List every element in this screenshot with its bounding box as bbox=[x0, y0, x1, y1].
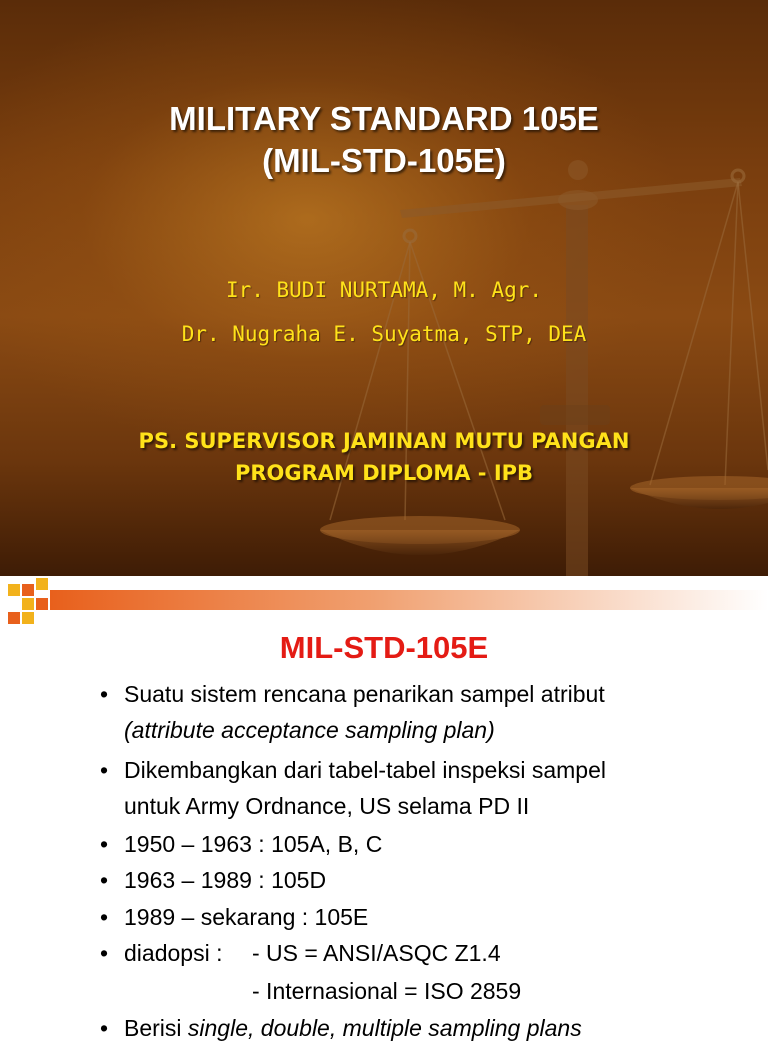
bullet-6-item-1-text: - US = ANSI/ASQC Z1.4 bbox=[252, 940, 501, 966]
content-title: MIL-STD-105E bbox=[279, 630, 489, 665]
bullet-7-prefix: Berisi bbox=[124, 1015, 188, 1041]
author-2: Dr. Nugraha E. Suyatma, STP, DEA bbox=[181, 322, 587, 346]
bullet-dot: • bbox=[100, 1015, 109, 1041]
bullet-3-text: 1950 – 1963 : 105A, B, C bbox=[124, 831, 383, 857]
bullet-1-line-2: (attribute acceptance sampling plan) bbox=[124, 717, 495, 743]
content-slide bbox=[0, 576, 768, 1041]
bullet-2-line-2: untuk Army Ordnance, US selama PD II bbox=[124, 793, 530, 819]
bullet-7-italic: single, double, multiple sampling plans bbox=[187, 1015, 582, 1041]
bullet-dot: • bbox=[100, 867, 109, 893]
bullet-2-line-1: Dikembangkan dari tabel-tabel inspeksi sampel bbox=[124, 757, 606, 783]
title-line-1: MILITARY STANDARD 105E bbox=[169, 100, 599, 137]
bullet-dot: • bbox=[100, 831, 109, 857]
bullet-5-text: 1989 – sekarang : 105E bbox=[124, 904, 369, 930]
bullet-6-label: diadopsi : bbox=[124, 940, 223, 966]
bullet-6-item-2-text: - Internasional = ISO 2859 bbox=[252, 978, 522, 1004]
bullet-dot: • bbox=[100, 757, 109, 783]
institution-line-2: PROGRAM DIPLOMA - IPB bbox=[234, 461, 534, 485]
bullet-4-text: 1963 – 1989 : 105D bbox=[124, 867, 327, 893]
bullet-1-line-1: Suatu sistem rencana penarikan sampel atribut bbox=[124, 681, 605, 707]
title-line-2: (MIL-STD-105E) bbox=[262, 142, 506, 179]
author-1: Ir. BUDI NURTAMA, M. Agr. bbox=[225, 278, 543, 302]
institution-line-1: PS. SUPERVISOR JAMINAN MUTU PANGAN bbox=[138, 429, 630, 453]
bullet-dot: • bbox=[100, 940, 109, 966]
decorative-header-squares bbox=[0, 576, 768, 626]
bullet-dot: • bbox=[100, 681, 109, 707]
bullet-dot: • bbox=[100, 904, 109, 930]
bullet-7-text bbox=[124, 1014, 582, 1042]
